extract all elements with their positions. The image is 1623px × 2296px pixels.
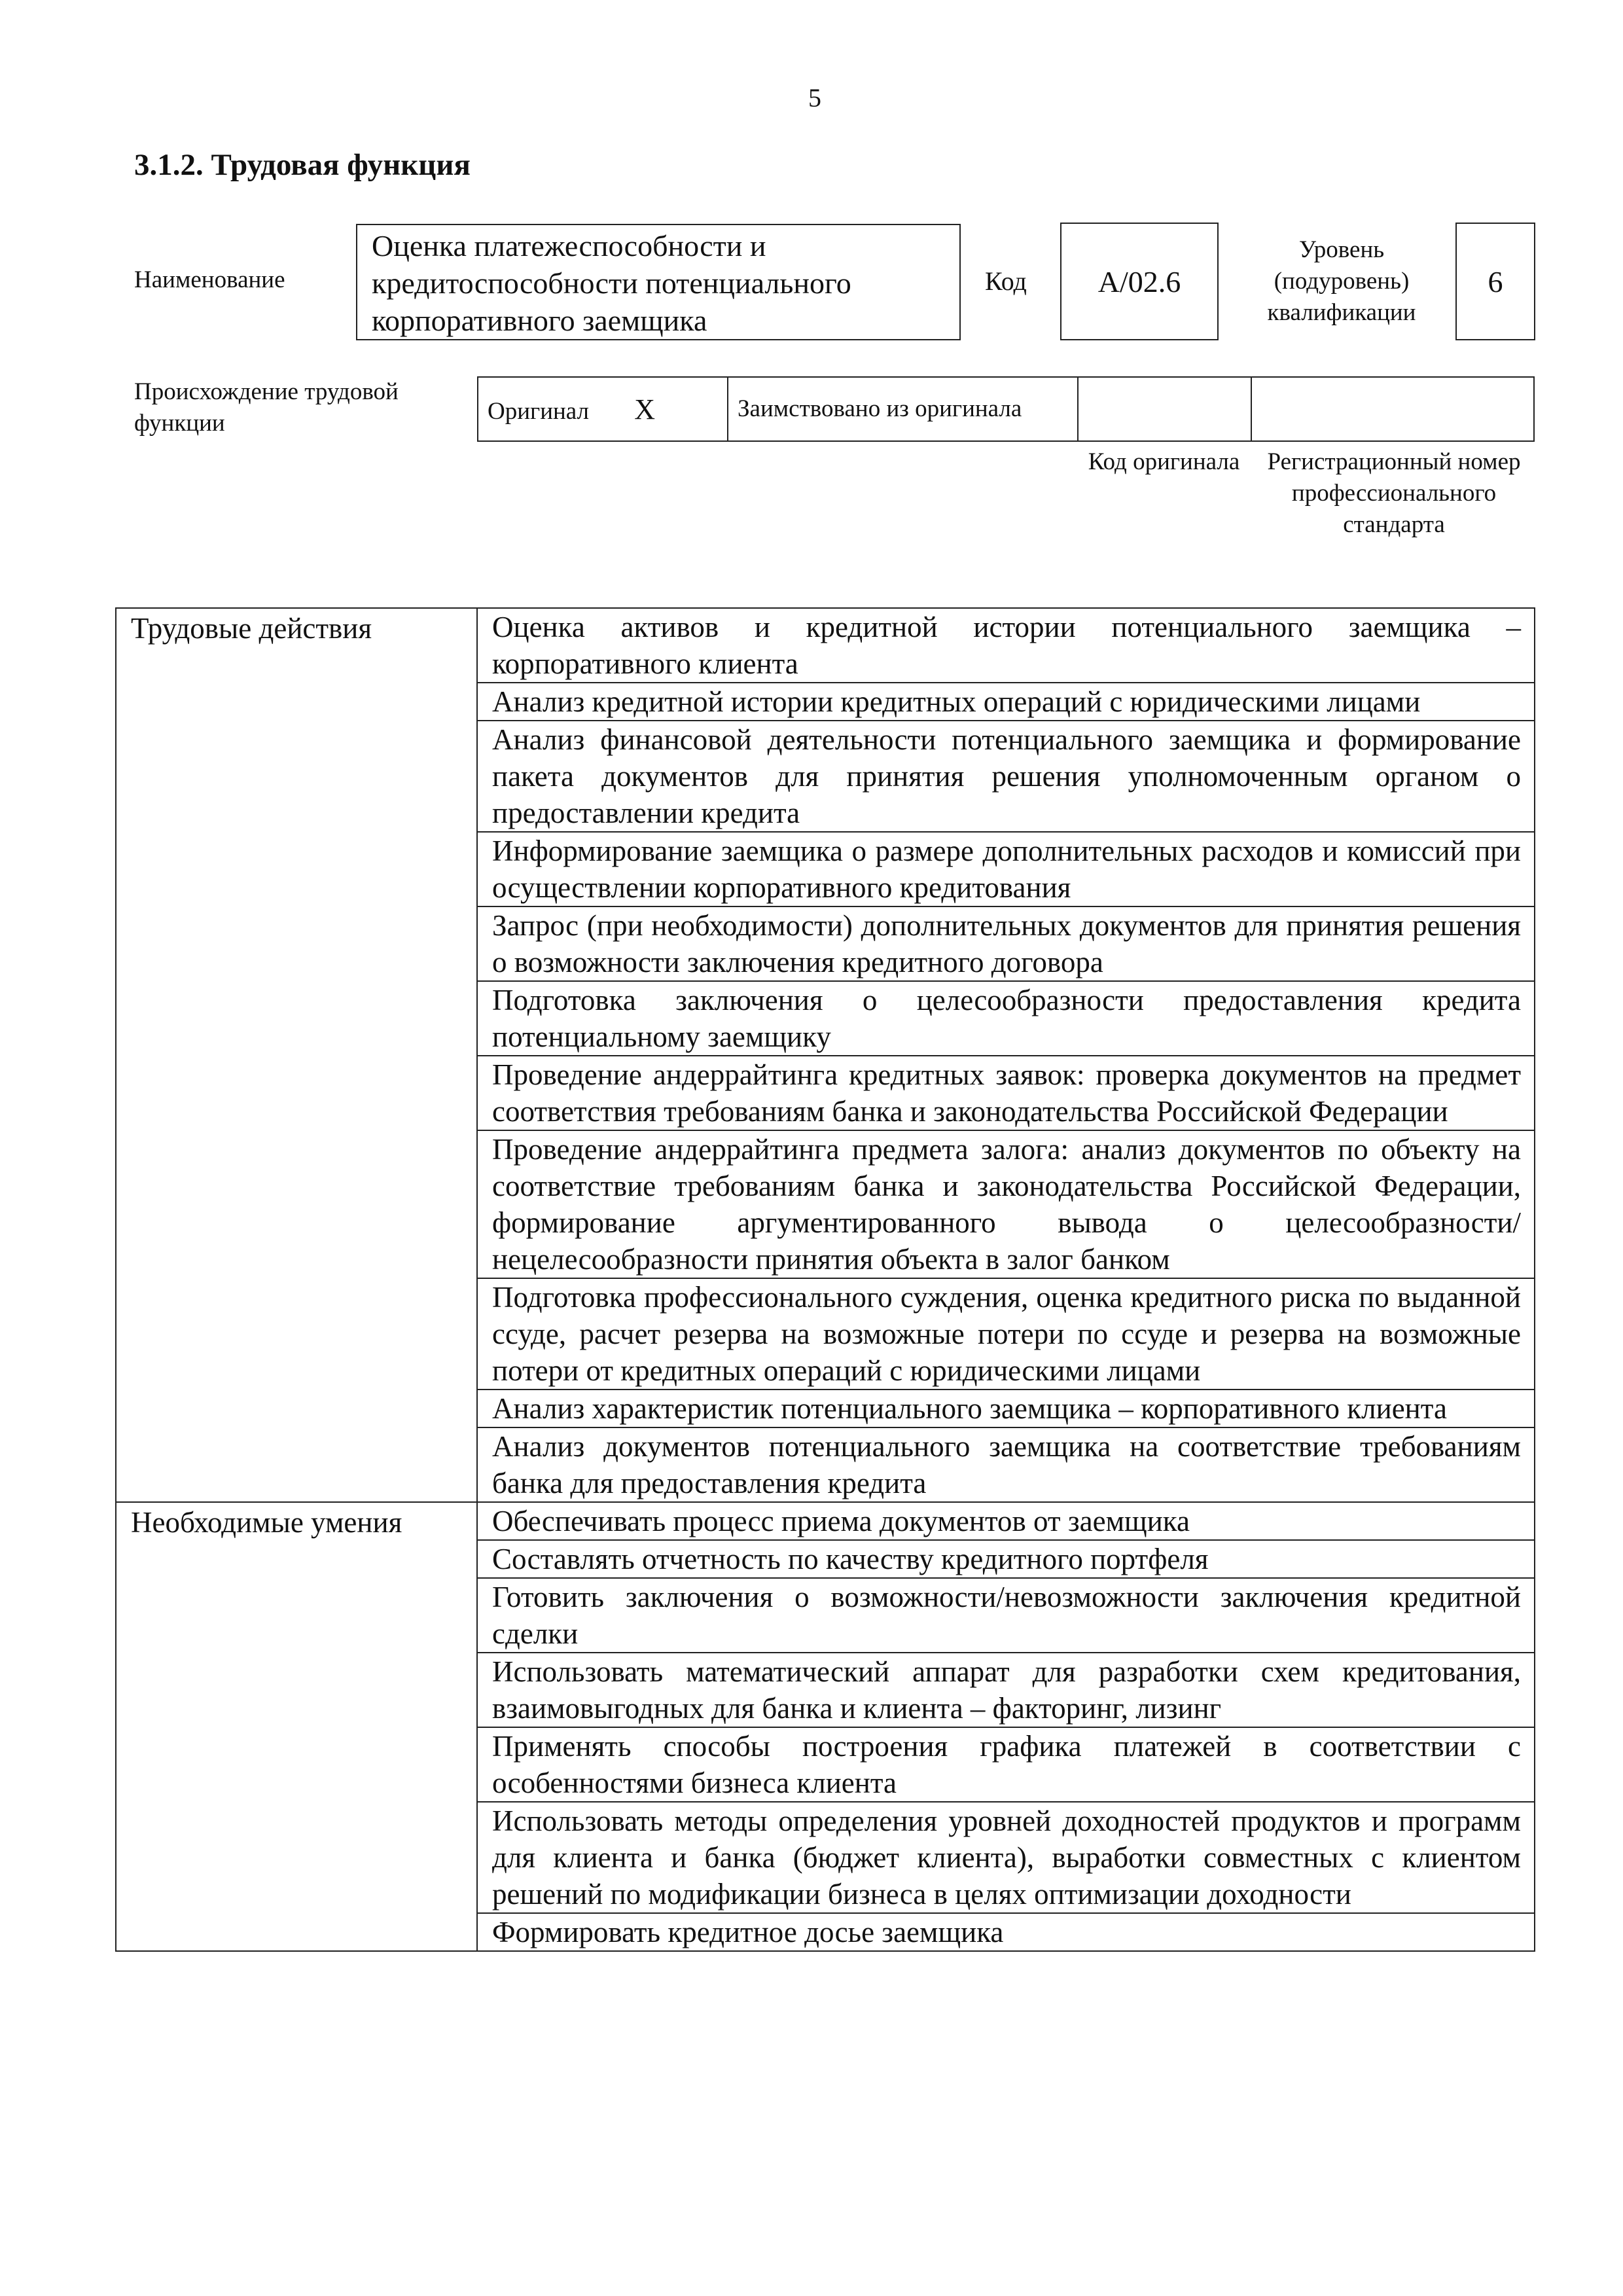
list-item: Анализ характеристик потенциального заемщика – корпоративного клиента: [477, 1390, 1535, 1427]
list-item: Готовить заключения о возможности/невозможности заключения кредитной сделки: [477, 1578, 1535, 1653]
code-original-label: Код оригинала: [1088, 448, 1240, 475]
original-label: Оригинал: [488, 397, 590, 425]
level-value: 6: [1455, 223, 1535, 340]
page-number: 5: [808, 83, 821, 113]
level-label: Уровень (подуровень) квалификации: [1267, 236, 1416, 326]
list-item: Подготовка профессионального суждения, оценка кредитного риска по выданной ссуде, расчет резерва на возможные потери по ссуде и резерва на возможные потери от кредитных операций с юридическими лицами: [477, 1278, 1535, 1390]
code-original-cell: [1078, 377, 1251, 441]
original-mark: X: [634, 393, 656, 425]
list-item: Информирование заемщика о размере дополнительных расходов и комиссий при осуществлении корпоративного кредитования: [477, 832, 1535, 906]
list-item: Формировать кредитное досье заемщика: [477, 1913, 1535, 1951]
list-item: Применять способы построения графика платежей в соответствии с особенностями бизнеса клиента: [477, 1727, 1535, 1802]
origin-label: Происхождение трудовой функции: [134, 378, 399, 437]
section-title-cell: Необходимые умения: [116, 1502, 477, 1951]
main-table: [115, 607, 1535, 1952]
list-item: Подготовка заключения о целесообразности предоставления кредита потенциальному заемщику: [477, 981, 1535, 1056]
code-label: Код: [985, 266, 1027, 296]
table-row: [116, 1502, 1535, 1540]
list-item: Обеспечивать процесс приема документов от заемщика: [477, 1502, 1535, 1540]
list-item: Использовать методы определения уровней доходностей продуктов и программ для клиента и банка (бюджет клиента), выработки совместных с клиентом решений по модификации бизнеса в целях оптимизации доходности: [477, 1802, 1535, 1913]
table-row: [116, 608, 1535, 683]
borrowed-label: Заимствовано из оригинала: [728, 377, 1078, 441]
list-item: Анализ документов потенциального заемщика на соответствие требованиям банка для предоставления кредита: [477, 1427, 1535, 1502]
function-name-box: Оценка платежеспособности и кредитоспособности потенциального корпоративного заемщика: [356, 224, 961, 340]
reg-number-label: Регистрационный номер профессионального стандарта: [1267, 448, 1521, 538]
list-item: Запрос (при необходимости) дополнительных документов для принятия решения о возможности заключения кредитного договора: [477, 906, 1535, 981]
list-item: Составлять отчетность по качеству кредитного портфеля: [477, 1540, 1535, 1578]
list-item: Проведение андеррайтинга кредитных заявок: проверка документов на предмет соответствия требованиям банка и законодательства Российской Федерации: [477, 1056, 1535, 1130]
original-cell: [478, 377, 728, 441]
list-item: Оценка активов и кредитной истории потенциального заемщика – корпоративного клиента: [477, 608, 1535, 683]
reg-number-cell: [1251, 377, 1534, 441]
code-value: А/02.6: [1060, 223, 1219, 340]
name-label: Наименование: [134, 266, 285, 293]
main-table-body: [116, 608, 1535, 1951]
list-item: Анализ финансовой деятельности потенциального заемщика и формирование пакета документов для принятия решения уполномоченным органом о предоставлении кредита: [477, 721, 1535, 832]
list-item: Проведение андеррайтинга предмета залога: анализ документов по объекту на соответствие требованиям банка и законодательства Российской Федерации, формирование аргументированного вывода о целесообразности/ нецелесообразности принятия объекта в залог банком: [477, 1130, 1535, 1278]
origin-table: [477, 376, 1535, 442]
section-title: 3.1.2. Трудовая функция: [134, 148, 471, 182]
list-item: Анализ кредитной истории кредитных операций с юридическими лицами: [477, 683, 1535, 721]
section-title-cell: Трудовые действия: [116, 608, 477, 1502]
list-item: Использовать математический аппарат для разработки схем кредитования, взаимовыгодных для банка и клиента – факторинг, лизинг: [477, 1653, 1535, 1727]
